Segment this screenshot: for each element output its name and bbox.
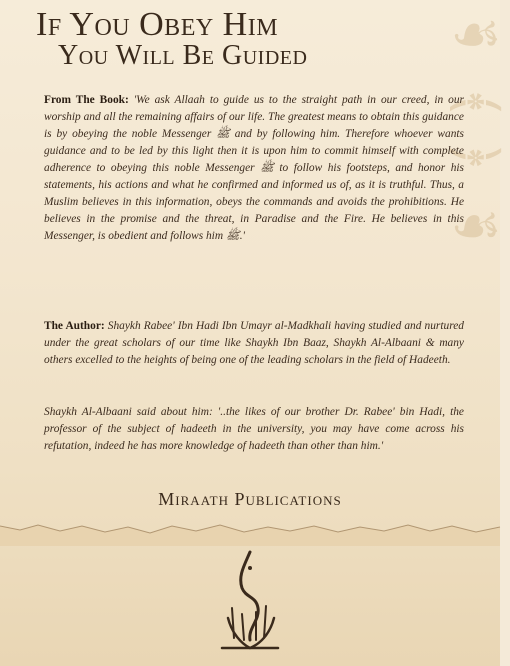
publisher-calligraphy-logo (208, 548, 292, 658)
torn-paper-divider (0, 516, 500, 546)
arabic-calligraphy-watermark: ☙ ﴾ ﴿ ☙ (442, 0, 510, 260)
author-label: The Author: (44, 320, 105, 332)
book-description (44, 92, 464, 245)
book-label: From The Book: (44, 94, 129, 106)
title-line-1: If You Obey Him (36, 6, 279, 43)
author-text: Shaykh Rabee' Ibn Hadi Ibn Umayr al-Madkhali having studied and nurtured under the great scholars of our time like Shaykh Ibn Baaz, Shaykh Al-Albaani & many others excelled to the heights of being one of the leading scholars in the field of Hadeeth. (44, 320, 464, 366)
title-line-2: You Will Be Guided (58, 40, 308, 71)
albaani-quote: Shaykh Al-Albaani said about him: '..the likes of our brother Dr. Rabee' bin Hadi, the professor of the subject of hadeeth in the university, you may have come across his refutation, indeed he has more knowledge of hadeeth than other than him.' (44, 406, 464, 452)
publisher-name: Miraath Publications (158, 489, 342, 509)
book-text: 'We ask Allaah to guide us to the straight path in our creed, in our worship and all the remaining affairs of our life. The greatest means to obtain this guidance is by obeying the noble Messenger ﷺ and by following him. Therefore whoever wants guidance and to be led by this light then it is upon him to commit himself with complete adherence to obeying this noble Messenger ﷺ to follow his footsteps, and honor his statements, his actions and what he confirmed and informed us of, as it is truthful. Thus, a Muslim believes in this information, obeys the commands and avoids the prohibitions. He believes in the promise and the threat, in Paradise and the Fire. He believes in this Messenger, is obedient and follows him ﷺ.' (44, 94, 464, 242)
author-description (44, 318, 464, 369)
